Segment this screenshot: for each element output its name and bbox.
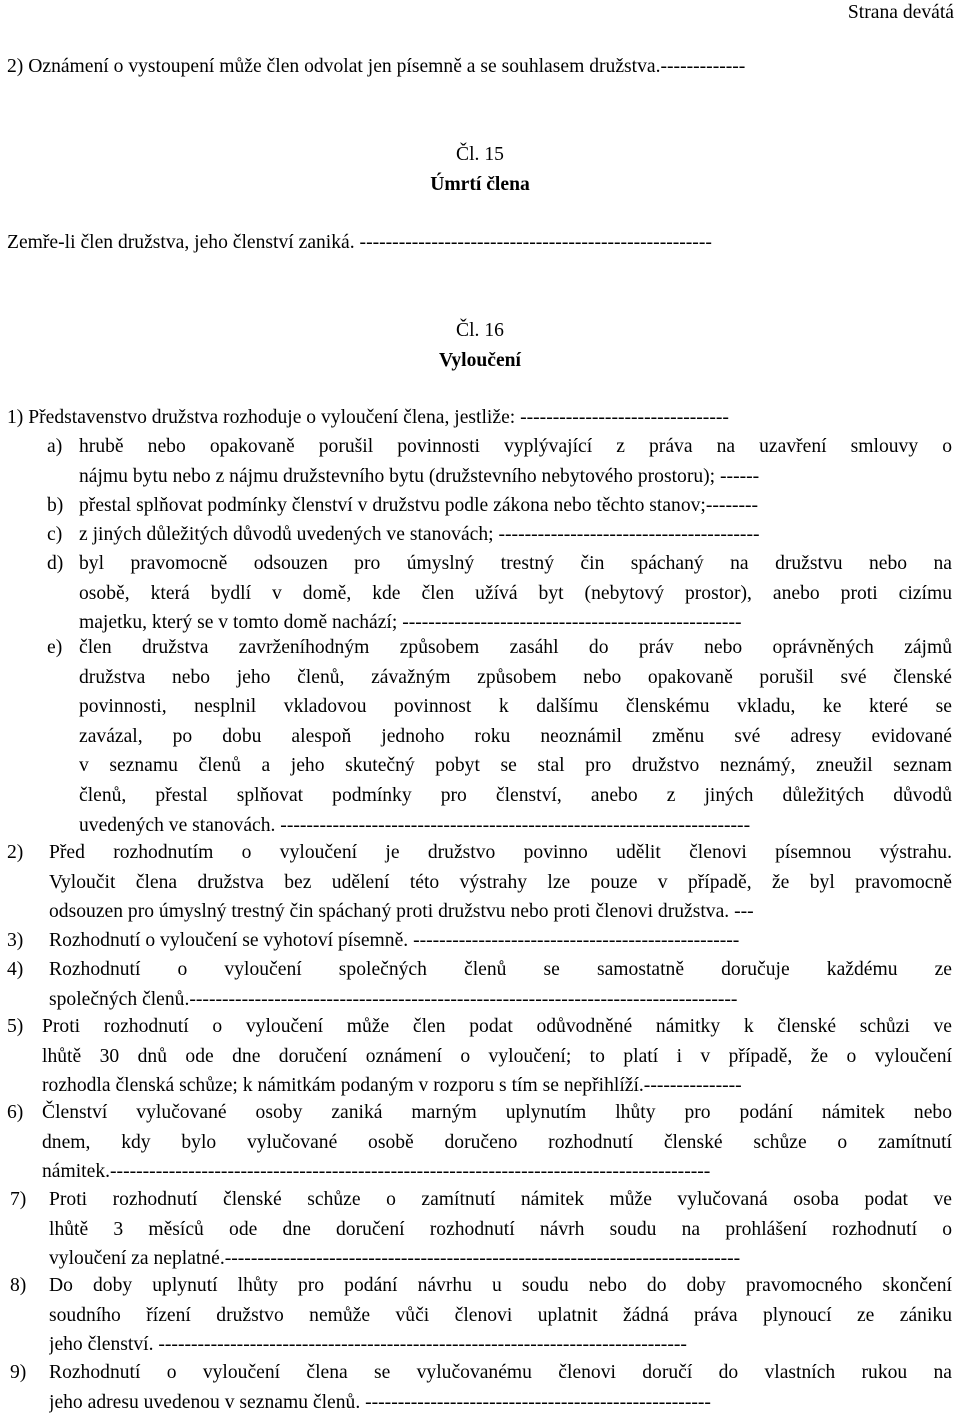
item-a [79,432,952,491]
item-e-line: člen družstva zavrženíhodným způsobem zasáhl do práv nebo oprávněných zájmů [79,633,952,663]
paragraph-5-line: rozhodla členská schůze; k námitkám podaným v rozporu s tím se nepřihlíží.--------------- [42,1071,952,1101]
item-e-line: v seznamu členů a jeho skutečný pobyt se stal pro družstvo neznámý, zneužil seznam [79,751,952,781]
paragraph-7-line: vyloučení za neplatné.------------------------------------------------------------------------------- [49,1244,952,1274]
item-c-letter: c) [47,520,62,550]
paragraph-9-number: 9) [10,1358,26,1388]
paragraph-8-line: Do doby uplynutí lhůty pro podání návrhu u soudu nebo do doby pravomocného skončení [49,1271,952,1301]
intro-paragraph: 2) Oznámení o vystoupení může člen odvolat jen písemně a se souhlasem družstva.------------- [7,52,952,82]
item-e-line: zavázal, po dobu alespoň jednoho roku neoznámil změnu své adresy evidované [79,722,952,752]
item-d-line: majetku, který se v tomto domě nachází; ---------------------------------------------------- [79,608,952,638]
paragraph-2-line: odsouzen pro úmyslný trestný čin spáchaný proti družstvu nebo proti členovi družstva. --- [49,897,952,927]
paragraph-1 [7,403,952,433]
item-b-letter: b) [47,491,63,521]
item-a-line: hrubě nebo opakovaně porušil povinnosti vyplývající z práva na uzavření smlouvy o [79,432,952,462]
item-a-line: nájmu bytu nebo z nájmu družstevního bytu (družstevního nebytového prostoru); ------ [79,462,952,492]
paragraph-4-number: 4) [7,955,23,985]
item-e-line: družstva nebo jeho členů, závažným způsobem nebo opakovaně porušil své členské [79,663,952,693]
paragraph-4-line: společných členů.------------------------------------------------------------------------------------ [49,985,952,1015]
item-e-letter: e) [47,633,62,663]
paragraph-2-line: Před rozhodnutím o vyloučení je družstvo povinno udělit členovi písemnou výstrahu. [49,838,952,868]
item-d-line: osobě, která bydlí v domě, kde člen užívá byt (nebytový prostor), anebo proti cizímu [79,579,952,609]
page-label: Strana devátá [848,0,954,28]
item-a-letter: a) [47,432,62,462]
paragraph-5 [42,1012,952,1101]
paragraph-1-number: 1) [7,407,23,428]
paragraph-2-line: Vyloučit člena družstva bez udělení této výstrahy lze pouze v případě, že byl pravomocně [49,868,952,898]
article-15-number: Čl. 15 [0,140,960,170]
item-e-line: povinnosti, nesplnil vkladovou povinnost k dalšímu členskému vkladu, ke které se [79,692,952,722]
article-15-title: Úmrtí člena [0,170,960,200]
paragraph-3 [49,926,952,956]
paragraph-1-text: Představenstvo družstva rozhoduje o vyloučení člena, jestliže: -------------------------------- [28,407,729,428]
paragraph-8-number: 8) [10,1271,26,1301]
paragraph-2-number: 2) [7,838,23,868]
paragraph-6-line: námitek.-------------------------------------------------------------------------------------------- [42,1157,952,1187]
paragraph-3-line: Rozhodnutí o vyloučení se vyhotoví písemně. -------------------------------------------------- [49,926,952,956]
paragraph-5-number: 5) [7,1012,23,1042]
paragraph-6-line: Členství vylučované osoby zaniká marným uplynutím lhůty pro podání námitek nebo [42,1098,952,1128]
paragraph-5-line: lhůtě 30 dnů ode dne doručení oznámení o vyloučení; to platí i v případě, že o vyloučení [42,1042,952,1072]
paragraph-8-line: jeho členství. --------------------------------------------------------------------------------- [49,1330,952,1360]
item-d-letter: d) [47,549,63,579]
paragraph-3-number: 3) [7,926,23,956]
item-b-line: přestal splňovat podmínky členství v družstvu podle zákona nebo těchto stanov;-------- [79,491,952,521]
paragraph-7-line: lhůtě 3 měsíců ode dne doručení rozhodnutí návrh soudu na prohlášení rozhodnutí o [49,1215,952,1245]
item-b [79,491,952,521]
item-c-line: z jiných důležitých důvodů uvedených ve stanovách; ---------------------------------------- [79,520,952,550]
paragraph-7-line: Proti rozhodnutí členské schůze o zamítnutí námitek může vylučovaná osoba podat ve [49,1185,952,1215]
paragraph-7-number: 7) [10,1185,26,1215]
paragraph-4 [49,955,952,1014]
paragraph-7 [49,1185,952,1274]
paragraph-8-line: soudního řízení družstvo nemůže vůči členovi uplatnit žádná práva plynoucí ze zániku [49,1301,952,1331]
article-15-text: Zemře-li člen družstva, jeho členství zaniká. ------------------------------------------------------ [7,228,952,258]
paragraph-6 [42,1098,952,1187]
item-c [79,520,952,550]
paragraph-2 [49,838,952,927]
article-16-title: Vyloučení [0,346,960,376]
paragraph-5-line: Proti rozhodnutí o vyloučení může člen podat odůvodněné námitky k členské schůzi ve [42,1012,952,1042]
item-d [79,549,952,638]
paragraph-8 [49,1271,952,1360]
item-e-line: členů, přestal splňovat podmínky pro členství, anebo z jiných důležitých důvodů [79,781,952,811]
paragraph-4-line: Rozhodnutí o vyloučení společných členů se samostatně doručuje každému ze [49,955,952,985]
paragraph-9 [49,1358,952,1417]
paragraph-6-line: dnem, kdy bylo vylučované osobě doručeno rozhodnutí členské schůze o zamítnutí [42,1128,952,1158]
item-e [79,633,952,840]
article-16-number: Čl. 16 [0,316,960,346]
paragraph-6-number: 6) [7,1098,23,1128]
paragraph-9-line: jeho adresu uvedenou v seznamu členů. ----------------------------------------------------- [49,1388,952,1417]
paragraph-9-line: Rozhodnutí o vyloučení člena se vylučovanému členovi doručí do vlastních rukou na [49,1358,952,1388]
item-e-line: uvedených ve stanovách. ------------------------------------------------------------------------ [79,811,952,841]
item-d-line: byl pravomocně odsouzen pro úmyslný trestný čin spáchaný na družstvu nebo na [79,549,952,579]
